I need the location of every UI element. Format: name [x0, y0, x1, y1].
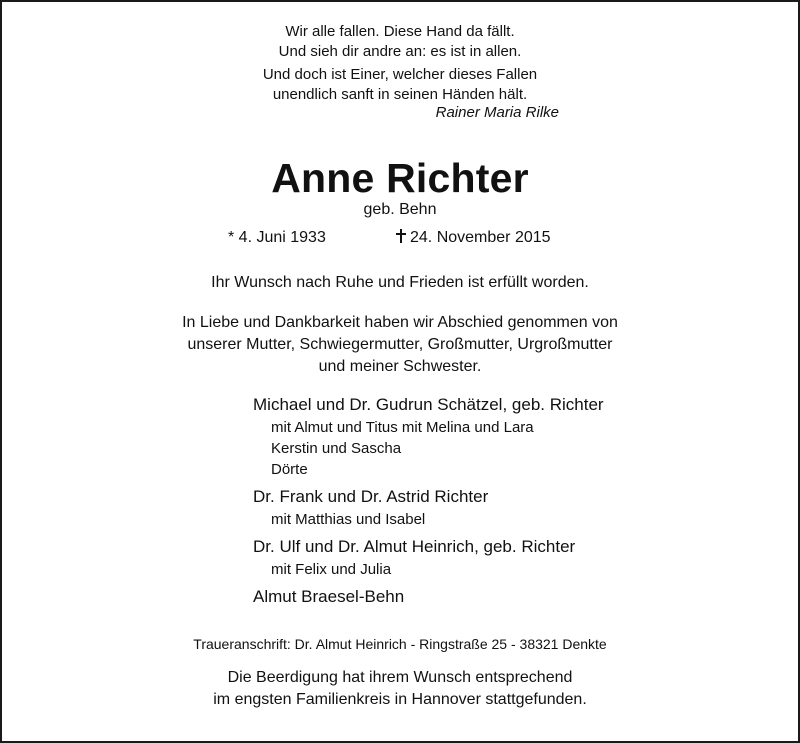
farewell-line: und meiner Schwester.: [318, 358, 482, 375]
farewell-line: In Liebe und Dankbarkeit haben wir Abschied genommen von: [182, 314, 618, 331]
cross-icon: [396, 229, 406, 243]
mourner-head: Dr. Frank und Dr. Astrid Richter: [253, 487, 489, 506]
birth-name: geb. Behn: [363, 201, 437, 218]
poem-line: Und doch ist Einer, welcher dieses Fallen: [262, 66, 538, 83]
mourner-sub: mit Felix und Julia: [271, 561, 392, 578]
mourner-sub: Dörte: [271, 461, 308, 478]
funeral-line: im engsten Familienkreis in Hannover stattgefunden.: [213, 691, 587, 708]
mourner-sub: mit Matthias und Isabel: [271, 511, 426, 528]
birth-date: * 4. Juni 1933: [228, 229, 326, 246]
poem-stanza-1: [0, 22, 800, 62]
death-date: 24. November 2015: [410, 229, 551, 246]
death-date-wrap: [396, 227, 551, 249]
mourner-head: Almut Braesel-Behn: [253, 587, 405, 606]
mourner-head: Dr. Ulf und Dr. Almut Heinrich, geb. Richter: [253, 537, 576, 556]
farewell-line: unserer Mutter, Schwiegermutter, Großmutter, Urgroßmutter: [187, 336, 613, 353]
poem-line: Und sieh dir andre an: es ist in allen.: [278, 43, 522, 60]
mourner-head: Michael und Dr. Gudrun Schätzel, geb. Richter: [253, 395, 604, 414]
poem-author: Rainer Maria Rilke: [435, 104, 559, 121]
message: Ihr Wunsch nach Ruhe und Frieden ist erfüllt worden.: [211, 274, 589, 291]
mourners-list: [253, 393, 604, 609]
poem-line: Wir alle fallen. Diese Hand da fällt.: [285, 23, 515, 40]
farewell-text: [0, 312, 800, 378]
mourner-sub: mit Almut und Titus mit Melina und Lara: [271, 419, 534, 436]
deceased-name: Anne Richter: [271, 155, 529, 201]
funeral-line: Die Beerdigung hat ihrem Wunsch entsprechend: [227, 669, 573, 686]
poem-stanza-2: [0, 65, 800, 105]
funeral-note: [0, 667, 800, 711]
mourning-address: Traueranschrift: Dr. Almut Heinrich - Ringstraße 25 - 38321 Denkte: [193, 636, 607, 652]
poem-line: unendlich sanft in seinen Händen hält.: [272, 86, 528, 103]
mourner-sub: Kerstin und Sascha: [271, 440, 402, 457]
